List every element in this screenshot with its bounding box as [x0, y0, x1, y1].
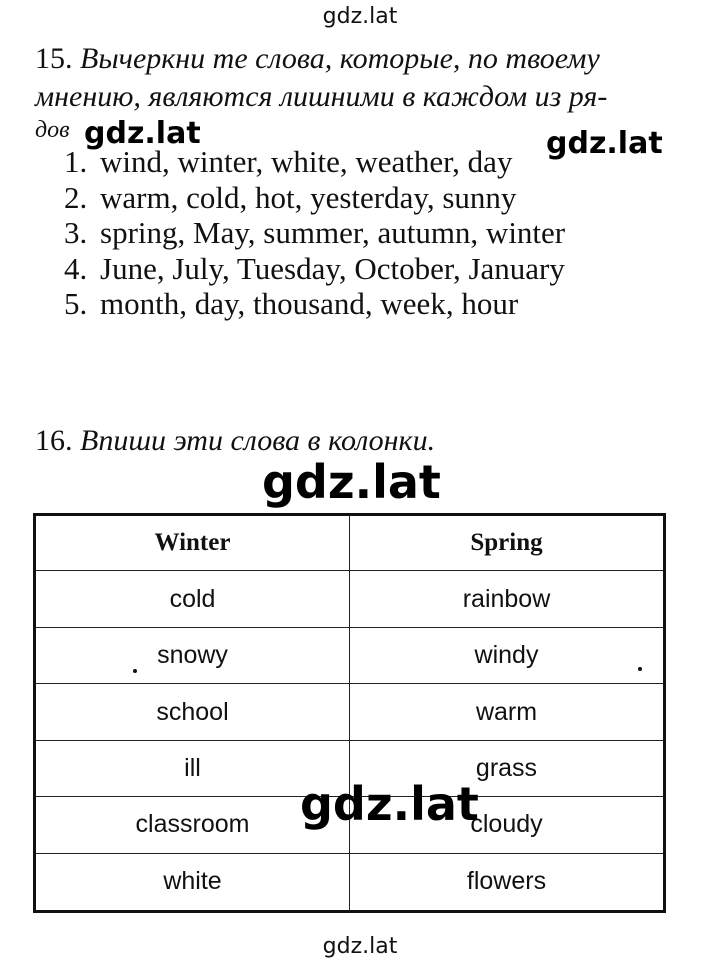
task-15-number: 15.	[35, 42, 73, 75]
table-header-row	[35, 515, 665, 571]
task-16-number: 16.	[35, 424, 73, 457]
list-item: 2. warm, cold, hot, yesterday, sunny	[64, 179, 517, 215]
table-cell: cloudy	[350, 797, 665, 853]
table-row	[35, 853, 665, 911]
task-15-text-line3: дов	[35, 117, 70, 143]
watermark-top: gdz.lat	[322, 4, 398, 29]
list-item: 3. spring, May, summer, autumn, winter	[64, 215, 566, 250]
table-row	[35, 571, 665, 627]
task-15-list	[64, 144, 565, 322]
table-cell: snowy	[35, 627, 350, 683]
watermark-bottom: gdz.lat	[322, 934, 398, 959]
task-15-text-line1: Вычеркни те слова, которые, по твоему	[80, 42, 600, 75]
list-item: 1. wind, winter, white, weather, day	[64, 144, 513, 179]
list-item: 5. month, day, thousand, week, hour	[64, 286, 519, 321]
table-cell: classroom	[35, 797, 350, 853]
watermark-right: gdz.lat	[546, 126, 663, 161]
column-header-winter: Winter	[35, 515, 350, 571]
table-cell: ill	[35, 740, 350, 796]
watermark-center-upper: gdz.lat	[262, 455, 441, 509]
table-cell: cold	[35, 571, 350, 627]
table-cell: white	[35, 853, 350, 911]
table-cell: windy	[350, 627, 665, 683]
speck-dot	[638, 667, 642, 671]
watermark-left: gdz.lat	[84, 116, 201, 151]
list-item: 4. June, July, Tuesday, October, January	[64, 250, 565, 286]
table-cell: grass	[350, 740, 665, 796]
task-15-text-line2: мнению, являются лишними в каждом из ря-	[35, 80, 608, 113]
table-cell: warm	[350, 684, 665, 740]
table-row	[35, 684, 665, 740]
table-cell: school	[35, 684, 350, 740]
column-header-spring: Spring	[350, 515, 665, 571]
table-row	[35, 627, 665, 683]
table-cell: flowers	[350, 853, 665, 911]
watermark-center-lower: gdz.lat	[300, 777, 479, 831]
speck-dot	[133, 669, 137, 673]
table-cell: rainbow	[350, 571, 665, 627]
task-16-text: Впиши эти слова в колонки.	[80, 424, 436, 457]
words-table	[33, 513, 666, 913]
